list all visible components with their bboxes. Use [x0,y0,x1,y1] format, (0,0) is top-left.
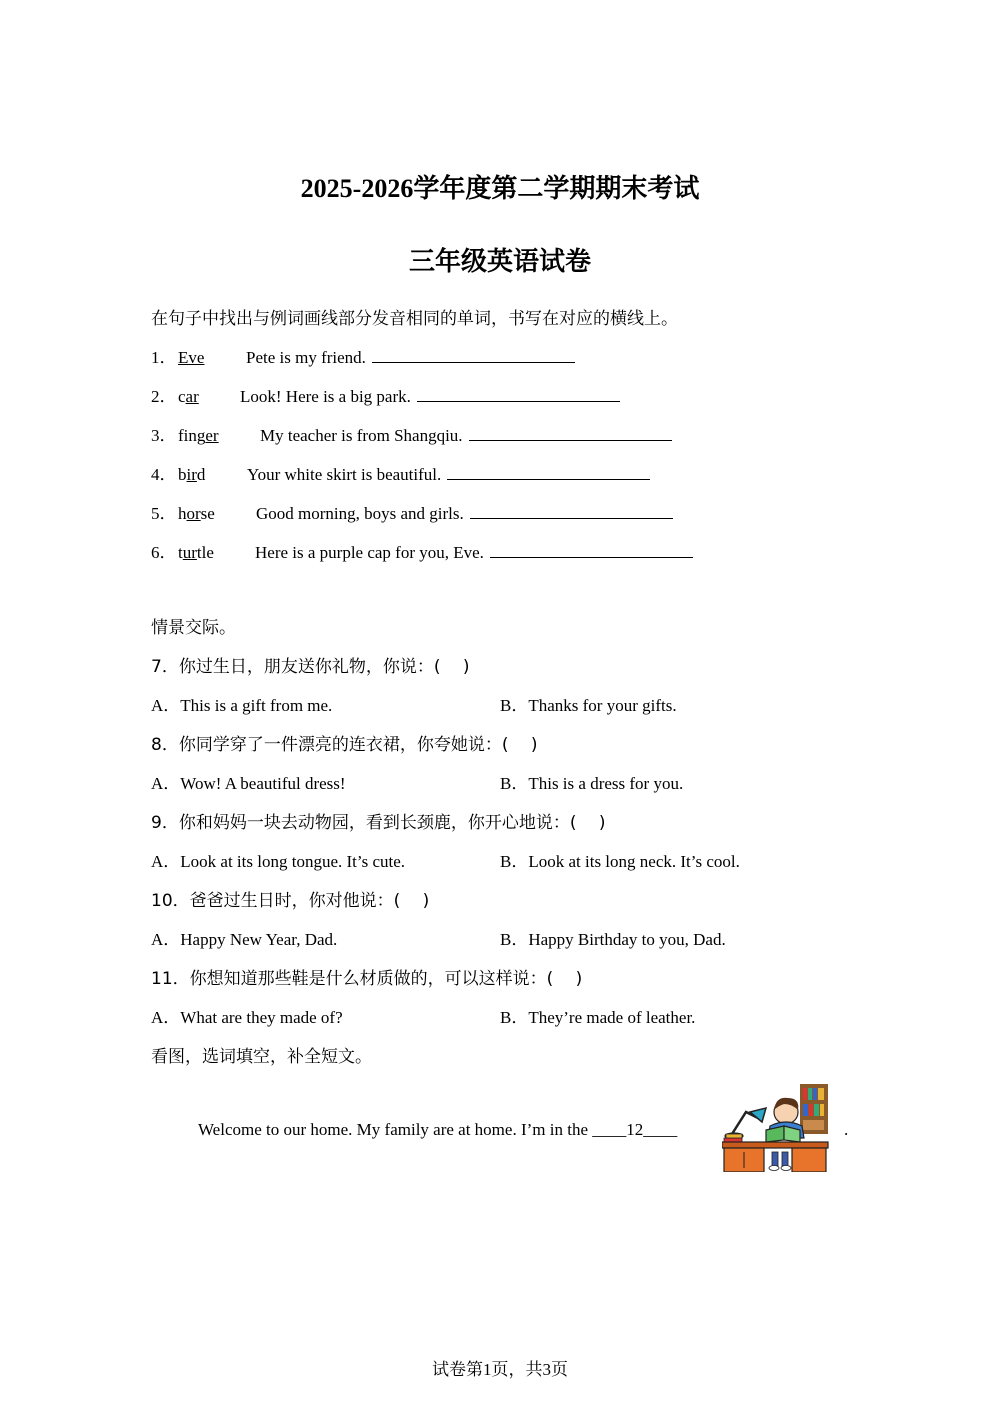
answer-blank[interactable] [470,517,673,519]
book-icon [766,1126,784,1142]
answer-blank[interactable] [469,439,672,441]
example-word-underlined: ir [186,465,197,484]
item-number: 4． [151,465,177,484]
sentence: Here is a purple cap for you, Eve. [255,543,484,562]
example-word-suffix: se [200,504,215,523]
option-b[interactable]: B．This is a dress for you. [500,774,684,793]
example-word-underlined: Eve [178,348,205,367]
section1-instruction: 在句子中找出与例词画线部分发音相同的单词，书写在对应的横线上。 [151,309,678,329]
option-b[interactable]: B．Thanks for your gifts. [500,696,677,715]
option-b[interactable]: B．Look at its long neck. It’s cool. [500,852,740,871]
phonics-item [151,421,672,446]
phonics-item [151,460,650,485]
passage-text: Welcome to our home. My family are at home. I’m in the ____12____ [198,1120,678,1139]
page-footer: 试卷第1页，共3页 [432,1360,568,1379]
example-word-prefix: t [178,543,183,562]
exam-title: 2025-2026学年度第二学期期末考试 [300,174,700,203]
example-word-underlined: ar [185,387,199,406]
example-word-underlined: er [205,426,219,445]
section2-instruction: 情景交际。 [151,618,236,638]
exam-subtitle: 三年级英语试卷 [408,247,591,276]
question-text: 8．你同学穿了一件漂亮的连衣裙，你夸她说：( ) [151,735,538,755]
sentence: Look! Here is a big park. [240,387,411,406]
option-b[interactable]: B．They’re made of leather. [500,1008,696,1027]
example-word [178,348,246,368]
example-word-prefix: h [178,504,187,523]
example-word-suffix: tle [196,543,214,562]
example-word-prefix: fing [178,426,206,445]
example-word-underlined: or [186,504,201,523]
option-a[interactable]: A．What are they made of? [151,1008,343,1027]
example-word-underlined: ur [182,543,197,562]
boy-reading-picture [722,1082,830,1172]
option-a[interactable]: A．Happy New Year, Dad. [151,930,338,949]
item-number: 6． [151,543,177,562]
example-word [178,543,255,563]
phonics-item [151,499,673,524]
passage-period: . [844,1120,849,1139]
question-text: 10．爸爸过生日时，你对他说：( ) [151,891,430,911]
item-number: 1． [151,348,177,367]
item-number: 3． [151,426,177,445]
option-a[interactable]: A．Wow! A beautiful dress! [151,774,346,793]
phonics-item [151,382,620,407]
answer-blank[interactable] [372,361,575,363]
sentence: Good morning, boys and girls. [256,504,464,523]
phonics-item [151,343,575,368]
item-number: 2． [151,387,177,406]
phonics-item [151,538,693,563]
question-text: 11．你想知道那些鞋是什么材质做的，可以这样说：( ) [151,969,583,989]
example-word [178,504,256,524]
example-word [178,426,260,446]
answer-blank[interactable] [490,556,693,558]
item-number: 5． [151,504,177,523]
option-a[interactable]: A．This is a gift from me. [151,696,333,715]
question-text: 9．你和妈妈一块去动物园，看到长颈鹿，你开心地说：( ) [151,813,606,833]
example-word-prefix: c [178,387,186,406]
example-word-suffix: d [196,465,206,484]
option-b[interactable]: B．Happy Birthday to you, Dad. [500,930,726,949]
answer-blank[interactable] [447,478,650,480]
question-text: 7．你过生日，朋友送你礼物，你说：( ) [151,657,470,677]
example-word-prefix: b [178,465,187,484]
example-word [178,465,247,485]
option-a[interactable]: A．Look at its long tongue. It’s cute. [151,852,406,871]
sentence: Pete is my friend. [246,348,366,367]
sentence: Your white skirt is beautiful. [247,465,442,484]
answer-blank[interactable] [417,400,620,402]
sentence: My teacher is from Shangqiu. [260,426,463,445]
example-word [178,387,240,407]
section3-instruction: 看图，选词填空，补全短文。 [151,1047,372,1067]
